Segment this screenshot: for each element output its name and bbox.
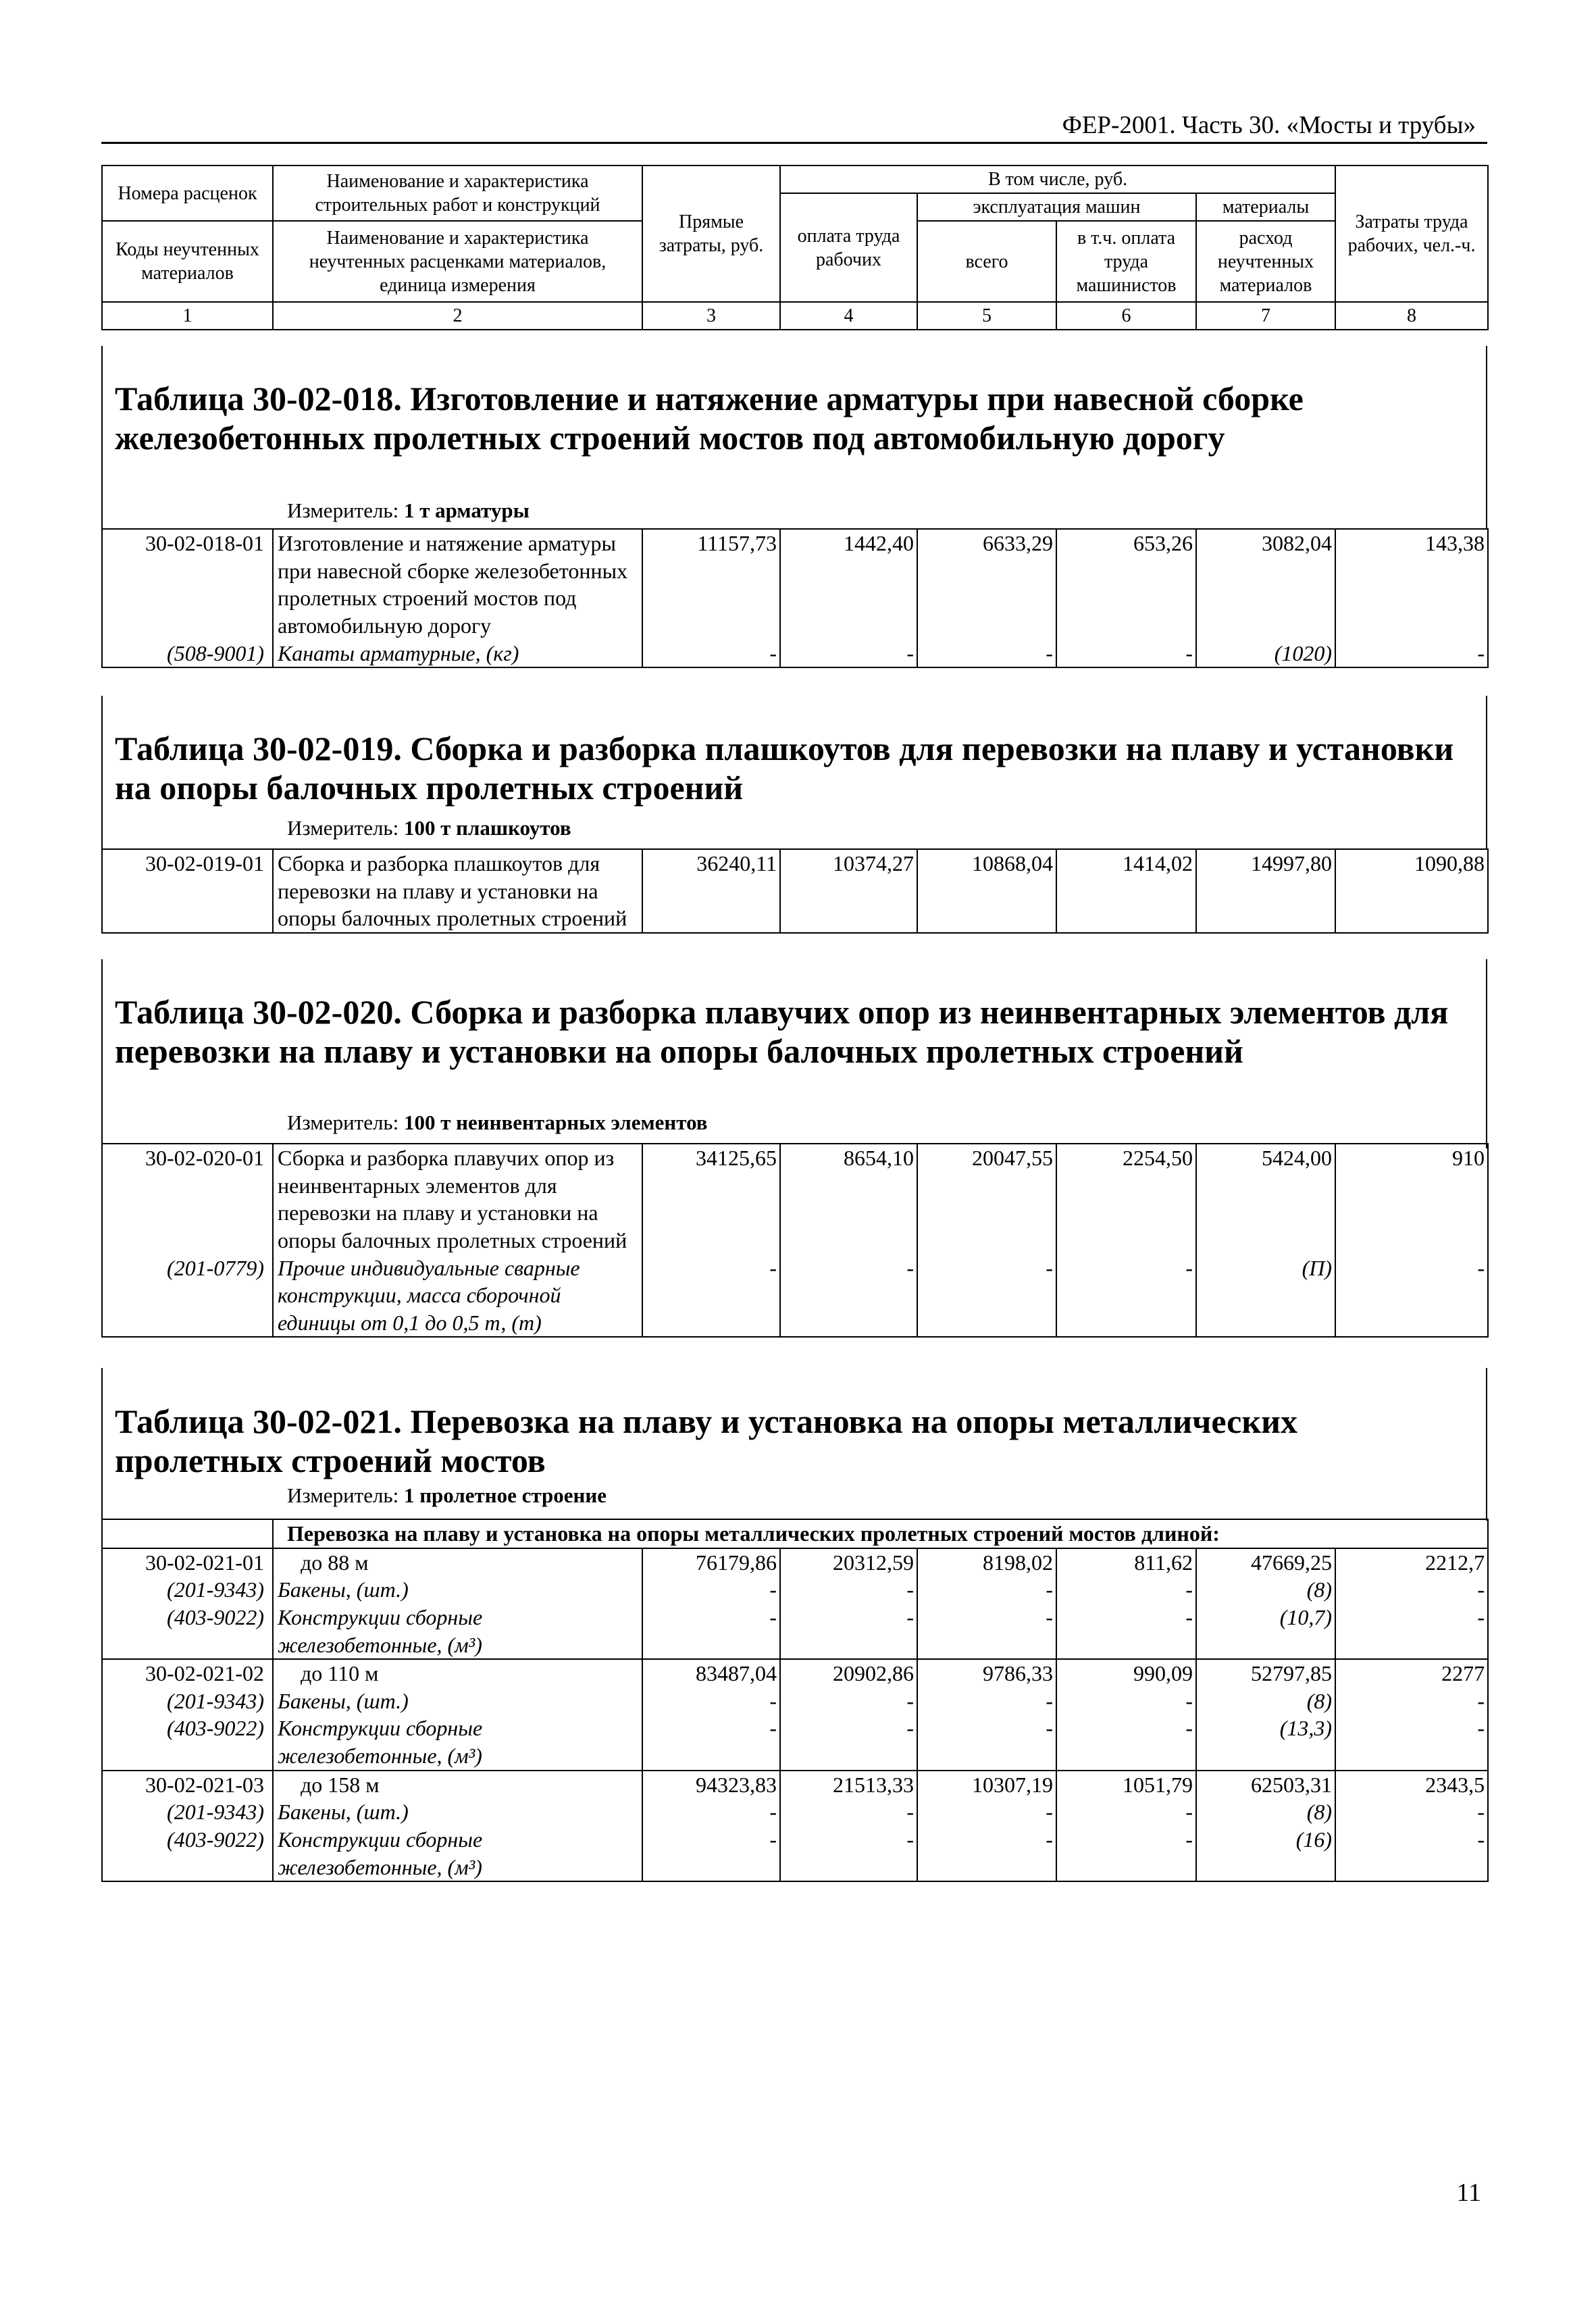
col1-bottom: Коды неучтенных материалов xyxy=(102,221,273,302)
table-021-title xyxy=(115,1402,1472,1480)
table-021-name: Перевозка на плаву и установка на опоры металлических пролетных строений мостов xyxy=(115,1402,1297,1479)
labor: 143,38 xyxy=(1335,529,1488,640)
table-018-number: Таблица 30-02-018. xyxy=(115,380,402,417)
dash: - xyxy=(1056,1798,1196,1826)
material-code: (508-9001) xyxy=(102,640,273,668)
materials: (8) xyxy=(1196,1576,1335,1604)
direct-costs: 94323,83 xyxy=(642,1771,780,1799)
col6-machinists: в т.ч. оплата труда машинистов xyxy=(1056,221,1196,302)
dash: - xyxy=(917,1687,1056,1715)
material-name: Канаты арматурные, (кг) xyxy=(273,640,642,668)
column-header-table xyxy=(101,165,1489,330)
material-name: Бакены, (шт.) xyxy=(273,1576,642,1604)
dash: - xyxy=(642,1604,780,1659)
table-row xyxy=(102,1687,1488,1715)
materials: (8) xyxy=(1196,1798,1335,1826)
wages: - xyxy=(780,1254,917,1338)
materials: 5424,00 xyxy=(1196,1144,1335,1254)
dash: - xyxy=(917,1826,1056,1881)
table-019-number: Таблица 30-02-019. xyxy=(115,730,402,767)
col2-top: Наименование и характеристика строительных работ и конструкций xyxy=(273,166,642,221)
dash: - xyxy=(1056,1576,1196,1604)
dash: - xyxy=(1335,1826,1488,1881)
dash: - xyxy=(1056,1714,1196,1770)
dash: - xyxy=(1335,1714,1488,1770)
table-020-number: Таблица 30-02-020. xyxy=(115,993,402,1031)
table-020 xyxy=(101,1143,1489,1338)
frame-line xyxy=(1486,959,1487,1148)
running-header: ФЕР-2001. Часть 30. «Мосты и трубы» xyxy=(1062,111,1476,139)
table-020-name: Сборка и разборка плавучих опор из неинвентарных элементов для перевозки на плаву и установки на опоры балочных пролетных строений xyxy=(115,993,1449,1070)
col8-labor: Затраты труда рабочих, чел.-ч. xyxy=(1335,166,1488,302)
materials: 62503,31 xyxy=(1196,1771,1335,1799)
machines-total: - xyxy=(917,640,1056,668)
material-name: Конструкции сборные железобетонные, (м³) xyxy=(273,1826,642,1881)
table-row xyxy=(102,1576,1488,1604)
dash: - xyxy=(780,1687,917,1715)
materials: (13,3) xyxy=(1196,1714,1335,1770)
machines-total: 9786,33 xyxy=(917,1659,1056,1687)
dash: - xyxy=(780,1798,917,1826)
materials: (П) xyxy=(1196,1254,1335,1338)
materials: 3082,04 xyxy=(1196,529,1335,640)
table-021-number: Таблица 30-02-021. xyxy=(115,1402,402,1440)
table-018-title xyxy=(115,380,1472,457)
material-code: (201-9343) xyxy=(102,1798,273,1826)
meter-label: Измеритель: xyxy=(287,499,399,522)
wages: 21513,33 xyxy=(780,1771,917,1799)
rate-code: 30-02-021-02 xyxy=(102,1659,273,1687)
frame-line xyxy=(1486,696,1487,850)
rate-code: 30-02-020-01 xyxy=(102,1144,273,1254)
meter-value: 1 пролетное строение xyxy=(403,1483,607,1507)
table-018 xyxy=(101,528,1489,668)
table-row xyxy=(102,1826,1488,1881)
table-row xyxy=(102,1659,1488,1687)
direct-costs: - xyxy=(642,640,780,668)
rate-code: 30-02-021-03 xyxy=(102,1771,273,1799)
machinists-wages: 653,26 xyxy=(1056,529,1196,640)
dash: - xyxy=(642,1826,780,1881)
material-name: Бакены, (шт.) xyxy=(273,1687,642,1715)
col4-wages: оплата труда рабочих xyxy=(780,193,917,302)
labor: 2343,5 xyxy=(1335,1771,1488,1799)
col7-materials: расход неучтенных материалов xyxy=(1196,221,1335,302)
labor: 1090,88 xyxy=(1335,849,1488,933)
material-code: (403-9022) xyxy=(102,1714,273,1770)
dash: - xyxy=(642,1798,780,1826)
table-019-title xyxy=(115,730,1472,807)
col5-total: всего xyxy=(917,221,1056,302)
work-name: до 88 м xyxy=(273,1548,642,1577)
wages: 10374,27 xyxy=(780,849,917,933)
material-code: (403-9022) xyxy=(102,1826,273,1881)
wages: 20312,59 xyxy=(780,1548,917,1577)
table-row xyxy=(102,1144,1488,1254)
dash: - xyxy=(642,1714,780,1770)
work-name: до 110 м xyxy=(273,1659,642,1687)
table-019 xyxy=(101,848,1489,934)
col3-direct-costs: Прямые затраты, руб. xyxy=(642,166,780,302)
meter-value: 100 т неинвентарных элементов xyxy=(403,1111,708,1134)
table-row xyxy=(102,640,1488,668)
machines-total: - xyxy=(917,1254,1056,1338)
col-number: 2 xyxy=(273,302,642,330)
direct-costs: 83487,04 xyxy=(642,1659,780,1687)
materials-header: материалы xyxy=(1196,193,1335,221)
table-row xyxy=(102,1714,1488,1770)
wages: 8654,10 xyxy=(780,1144,917,1254)
material-code: (201-9343) xyxy=(102,1576,273,1604)
work-name: Сборка и разборка плашкоутов для перевозки на плаву и установки на опоры балочных пролетных строений xyxy=(273,849,642,933)
table-018-name: Изготовление и натяжение арматуры при навесной сборке железобетонных пролетных строений мостов под автомобильную дорогу xyxy=(115,380,1304,457)
frame-line xyxy=(101,346,103,528)
dash: - xyxy=(780,1576,917,1604)
rate-code: 30-02-019-01 xyxy=(102,849,273,933)
meter-value: 1 т арматуры xyxy=(403,499,530,522)
work-name: Сборка и разборка плавучих опор из неинвентарных элементов для перевозки на плаву и установки на опоры балочных пролетных строений xyxy=(273,1144,642,1254)
materials: 52797,85 xyxy=(1196,1659,1335,1687)
col-number: 8 xyxy=(1335,302,1488,330)
labor: - xyxy=(1335,1254,1488,1338)
frame-line xyxy=(1486,1368,1487,1521)
material-code: (201-9343) xyxy=(102,1687,273,1715)
table-019-name: Сборка и разборка плашкоутов для перевозки на плаву и установки на опоры балочных пролетных строений xyxy=(115,730,1454,807)
col-number: 1 xyxy=(102,302,273,330)
col-number: 3 xyxy=(642,302,780,330)
material-name: Прочие индивидуальные сварные конструкции, масса сборочной единицы от 0,1 до 0,5 т, (т) xyxy=(273,1254,642,1338)
material-name: Конструкции сборные железобетонные, (м³) xyxy=(273,1604,642,1659)
table-020-meter xyxy=(287,1111,708,1135)
dash: - xyxy=(917,1714,1056,1770)
dash: - xyxy=(1056,1826,1196,1881)
materials: (1020) xyxy=(1196,640,1335,668)
dash: - xyxy=(1056,1604,1196,1659)
dash: - xyxy=(642,1576,780,1604)
incl-header: В том числе, руб. xyxy=(780,166,1335,193)
table-row xyxy=(102,1254,1488,1338)
col-number: 6 xyxy=(1056,302,1196,330)
col-number: 4 xyxy=(780,302,917,330)
meter-label: Измеритель: xyxy=(287,1111,399,1134)
machinists-wages: 990,09 xyxy=(1056,1659,1196,1687)
labor: 2277 xyxy=(1335,1659,1488,1687)
frame-line xyxy=(101,1368,103,1521)
frame-line xyxy=(101,696,103,850)
dash: - xyxy=(1335,1576,1488,1604)
dash: - xyxy=(1335,1687,1488,1715)
material-name: Бакены, (шт.) xyxy=(273,1798,642,1826)
machines-total: 20047,55 xyxy=(917,1144,1056,1254)
page-number: 11 xyxy=(1456,2179,1481,2207)
meter-value: 100 т плашкоутов xyxy=(403,816,571,840)
col1-top: Номера расценок xyxy=(102,166,273,221)
material-name: Конструкции сборные железобетонные, (м³) xyxy=(273,1714,642,1770)
direct-costs: - xyxy=(642,1254,780,1338)
materials: 47669,25 xyxy=(1196,1548,1335,1577)
meter-label: Измеритель: xyxy=(287,1483,399,1507)
direct-costs: 36240,11 xyxy=(642,849,780,933)
machinists-wages: - xyxy=(1056,1254,1196,1338)
table-row xyxy=(102,529,1488,640)
machines-header: эксплуатация машин xyxy=(917,193,1196,221)
dash: - xyxy=(780,1604,917,1659)
material-code: (403-9022) xyxy=(102,1604,273,1659)
machinists-wages: 2254,50 xyxy=(1056,1144,1196,1254)
labor: - xyxy=(1335,640,1488,668)
table-020-title xyxy=(115,993,1472,1071)
table-row xyxy=(102,1548,1488,1577)
dash: - xyxy=(1335,1798,1488,1826)
dash: - xyxy=(642,1687,780,1715)
labor: 910 xyxy=(1335,1144,1488,1254)
dash: - xyxy=(917,1604,1056,1659)
frame-line xyxy=(101,959,103,1148)
table-row xyxy=(102,1604,1488,1659)
meter-label: Измеритель: xyxy=(287,816,399,840)
materials: (8) xyxy=(1196,1687,1335,1715)
table-021-meter xyxy=(287,1483,607,1508)
col-number: 7 xyxy=(1196,302,1335,330)
work-name: Изготовление и натяжение арматуры при навесной сборке железобетонных пролетных строений мостов под автомобильную дорогу xyxy=(273,529,642,640)
machinists-wages: 1051,79 xyxy=(1056,1771,1196,1799)
dash: - xyxy=(917,1576,1056,1604)
direct-costs: 76179,86 xyxy=(642,1548,780,1577)
labor: 2212,7 xyxy=(1335,1548,1488,1577)
dash: - xyxy=(780,1714,917,1770)
machines-total: 10868,04 xyxy=(917,849,1056,933)
table-subheading-row xyxy=(102,1519,1488,1548)
dash: - xyxy=(1056,1687,1196,1715)
col-number: 5 xyxy=(917,302,1056,330)
wages: - xyxy=(780,640,917,668)
table-row xyxy=(102,1771,1488,1799)
machines-total: 6633,29 xyxy=(917,529,1056,640)
wages: 20902,86 xyxy=(780,1659,917,1687)
frame-line xyxy=(1486,346,1487,528)
direct-costs: 34125,65 xyxy=(642,1144,780,1254)
table-021 xyxy=(101,1519,1489,1882)
rate-code: 30-02-021-01 xyxy=(102,1548,273,1577)
dash: - xyxy=(1335,1604,1488,1659)
col2-bottom: Наименование и характеристика неучтенных расценками материалов, единица измерения xyxy=(273,221,642,302)
machinists-wages: - xyxy=(1056,640,1196,668)
table-row xyxy=(102,849,1488,933)
header-rule xyxy=(101,142,1487,144)
machines-total: 10307,19 xyxy=(917,1771,1056,1799)
machinists-wages: 1414,02 xyxy=(1056,849,1196,933)
machines-total: 8198,02 xyxy=(917,1548,1056,1577)
table-019-meter xyxy=(287,816,571,840)
rate-code: 30-02-018-01 xyxy=(102,529,273,640)
table-021-subheading: Перевозка на плаву и установка на опоры металлических пролетных строений мостов длиной: xyxy=(273,1519,1488,1548)
wages: 1442,40 xyxy=(780,529,917,640)
dash: - xyxy=(917,1798,1056,1826)
direct-costs: 11157,73 xyxy=(642,529,780,640)
materials: (16) xyxy=(1196,1826,1335,1881)
table-row xyxy=(102,1798,1488,1826)
dash: - xyxy=(780,1826,917,1881)
material-code: (201-0779) xyxy=(102,1254,273,1338)
machinists-wages: 811,62 xyxy=(1056,1548,1196,1577)
table-018-meter xyxy=(287,499,530,523)
materials: (10,7) xyxy=(1196,1604,1335,1659)
work-name: до 158 м xyxy=(273,1771,642,1799)
materials: 14997,80 xyxy=(1196,849,1335,933)
